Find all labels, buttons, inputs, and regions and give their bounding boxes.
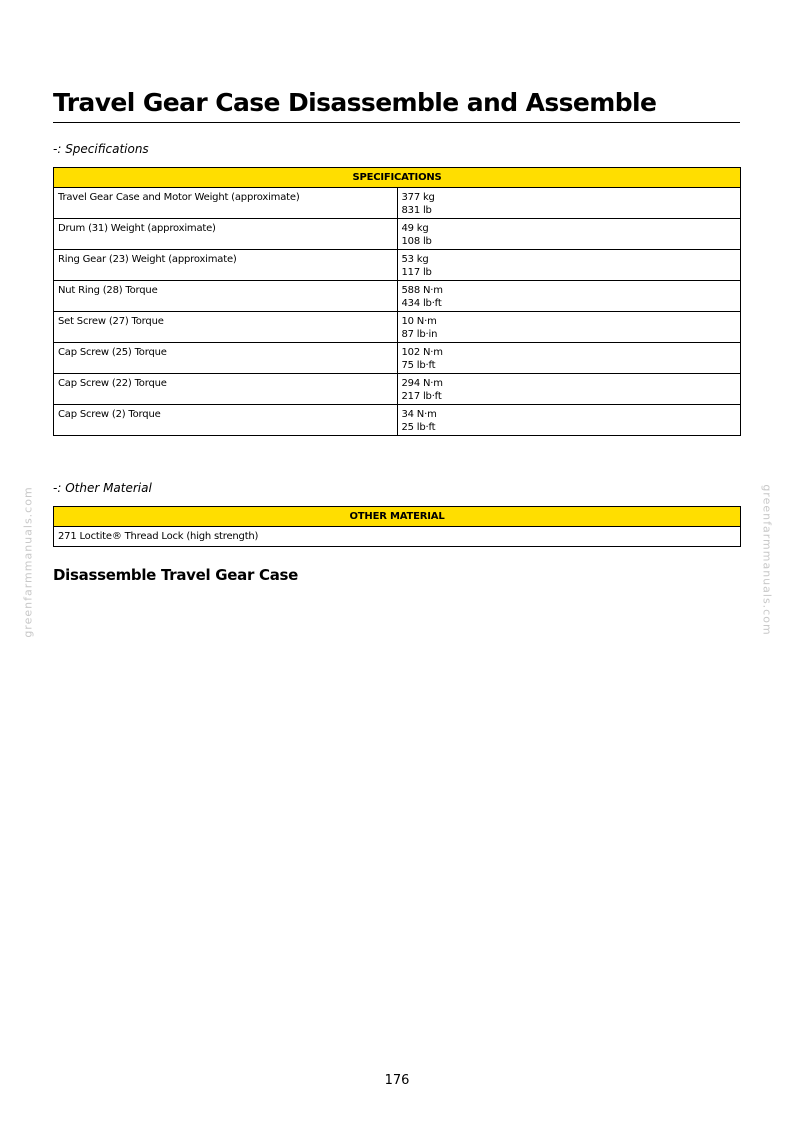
- spec-value-imperial: 75 lb·ft: [401, 360, 436, 371]
- page-title: Travel Gear Case Disassemble and Assemble: [53, 86, 740, 123]
- spec-value-metric: 102 N·m: [401, 347, 443, 358]
- spec-value-imperial: 108 lb: [401, 236, 432, 247]
- spec-value-imperial: 434 lb·ft: [401, 298, 442, 309]
- spec-item: Nut Ring (28) Torque: [54, 281, 398, 312]
- spec-item: Cap Screw (2) Torque: [54, 405, 398, 436]
- table-row: [54, 188, 741, 219]
- spec-value-metric: 588 N·m: [401, 285, 443, 296]
- watermark-right: greenfarmmanuals.com: [760, 484, 774, 636]
- specifications-label: -: Specifications: [53, 142, 149, 156]
- spec-value: [397, 250, 741, 281]
- spec-value-imperial: 217 lb·ft: [401, 391, 442, 402]
- spec-value: [397, 405, 741, 436]
- spec-value-metric: 294 N·m: [401, 378, 443, 389]
- watermark-left: greenfarmmanuals.com: [21, 486, 35, 638]
- specifications-table-header: SPECIFICATIONS: [54, 168, 741, 188]
- spec-value-metric: 34 N·m: [401, 409, 437, 420]
- spec-value-imperial: 25 lb·ft: [401, 422, 436, 433]
- spec-value: [397, 374, 741, 405]
- spec-item: Ring Gear (23) Weight (approximate): [54, 250, 398, 281]
- spec-value-metric: 49 kg: [401, 223, 429, 234]
- spec-value: [397, 343, 741, 374]
- table-row: [54, 281, 741, 312]
- spec-item: Cap Screw (25) Torque: [54, 343, 398, 374]
- other-material-table-header: OTHER MATERIAL: [54, 507, 741, 527]
- spec-item: Cap Screw (22) Torque: [54, 374, 398, 405]
- spec-value-metric: 10 N·m: [401, 316, 437, 327]
- spec-value-metric: 377 kg: [401, 192, 435, 203]
- table-row: [54, 312, 741, 343]
- spec-value: [397, 219, 741, 250]
- spec-item: Drum (31) Weight (approximate): [54, 219, 398, 250]
- section-heading: Disassemble Travel Gear Case: [53, 566, 299, 584]
- specifications-table: [53, 167, 741, 436]
- table-row: [54, 374, 741, 405]
- spec-value-imperial: 831 lb: [401, 205, 432, 216]
- spec-value: [397, 281, 741, 312]
- spec-value-metric: 53 kg: [401, 254, 429, 265]
- spec-item: Set Screw (27) Torque: [54, 312, 398, 343]
- table-row: [54, 250, 741, 281]
- spec-value: [397, 188, 741, 219]
- spec-value: [397, 312, 741, 343]
- spec-item: Travel Gear Case and Motor Weight (approximate): [54, 188, 398, 219]
- material-item: 271 Loctite® Thread Lock (high strength): [54, 527, 741, 547]
- page-number: 176: [384, 1073, 410, 1088]
- spec-value-imperial: 87 lb·in: [401, 329, 438, 340]
- other-material-table: [53, 506, 741, 547]
- table-row: [54, 405, 741, 436]
- spec-value-imperial: 117 lb: [401, 267, 432, 278]
- other-material-label: -: Other Material: [53, 481, 152, 495]
- table-row: [54, 343, 741, 374]
- table-row: [54, 219, 741, 250]
- table-row: [54, 527, 741, 547]
